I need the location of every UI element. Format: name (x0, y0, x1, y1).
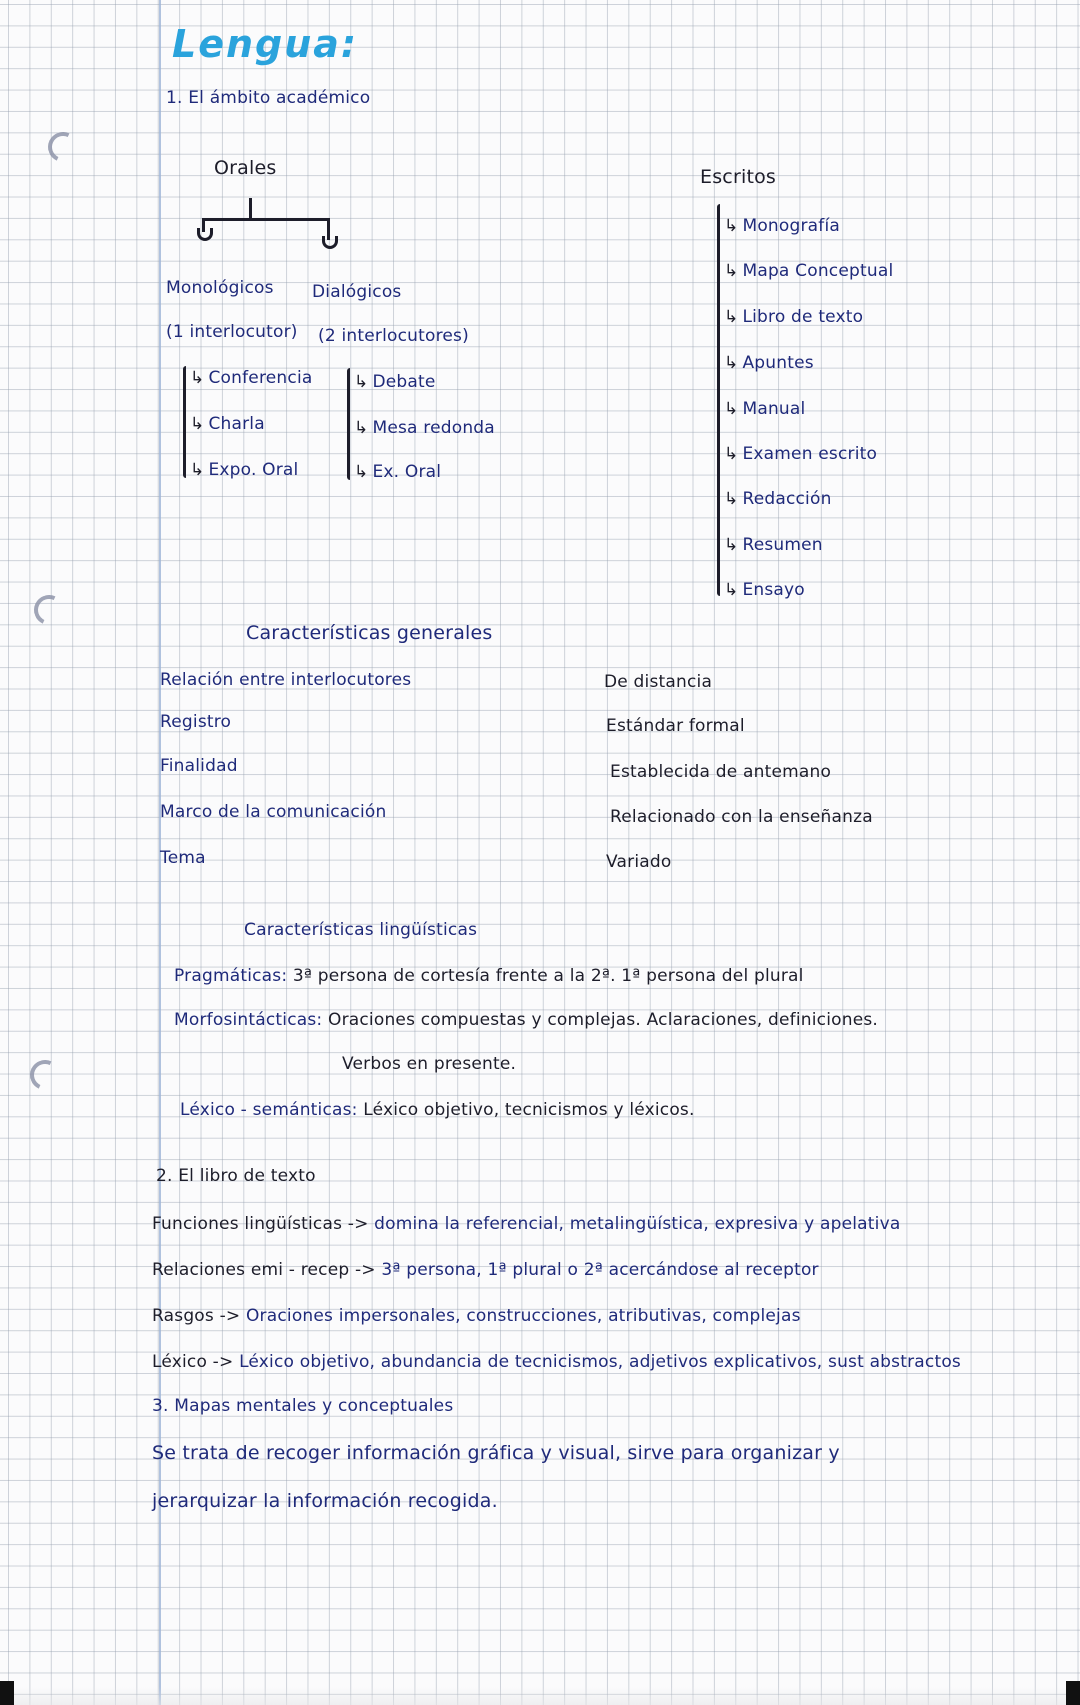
list-item: ↳ Resumen (724, 535, 823, 555)
page-title: Lengua: (172, 22, 359, 66)
arrow-right-icon: ↳ (354, 372, 369, 392)
characteristic-label: Marco de la comunicación (160, 802, 387, 822)
characteristic-value: De distancia (604, 672, 713, 692)
brace (717, 204, 720, 596)
arrow-right-icon: ↳ (724, 489, 739, 509)
libro-row-text: Oraciones impersonales, construcciones, atributivas, complejas (245, 1306, 801, 1326)
characteristic-value: Establecida de antemano (610, 762, 832, 782)
characteristic-label: Tema (160, 848, 206, 868)
list-item: ↳ Redacción (724, 489, 832, 509)
list-item: ↳ Expo. Oral (190, 460, 299, 480)
brace (347, 368, 350, 480)
pragmaticas-text: 3ª persona de cortesía frente a la 2ª. 1ª persona del plural (292, 966, 804, 986)
list-item: ↳ Libro de texto (724, 307, 864, 327)
page-edge (0, 1687, 1080, 1705)
libro-row-label: Rasgos -> (152, 1306, 241, 1326)
orales-label: Orales (214, 157, 277, 179)
section-3-line-1: Se trata de recoger información gráfica y visual, sirve para organizar y (152, 1442, 840, 1464)
caracteristicas-linguisticas-heading: Características lingüísticas (244, 920, 478, 940)
morfosintacticas-text-continued: Verbos en presente. (342, 1054, 517, 1074)
monologicos-note: (1 interlocutor) (166, 322, 298, 342)
section-2-heading: 2. El libro de texto (156, 1166, 316, 1186)
list-item: ↳ Examen escrito (724, 444, 878, 464)
morfosintacticas-label: Morfosintácticas: (174, 1010, 323, 1030)
arrow-down-icon (322, 236, 338, 249)
libro-row (152, 1306, 801, 1326)
list-item: ↳ Debate (354, 372, 436, 392)
libro-row-label: Relaciones emi - recep -> (152, 1260, 376, 1280)
libro-row-text: 3ª persona, 1ª plural o 2ª acercándose al receptor (381, 1260, 819, 1280)
arrow-right-icon: ↳ (724, 261, 739, 281)
libro-row-text: Léxico objetivo, abundancia de tecnicismos, adjetivos explicativos, sust abstractos (239, 1352, 961, 1372)
libro-row (152, 1214, 900, 1234)
section-3-heading: 3. Mapas mentales y conceptuales (152, 1396, 454, 1416)
arrow-right-icon: ↳ (724, 353, 739, 373)
tree-connector (202, 218, 330, 221)
monologicos-label: Monológicos (166, 278, 274, 298)
libro-row-text: domina la referencial, metalingüística, expresiva y apelativa (374, 1214, 901, 1234)
list-item: ↳ Ensayo (724, 580, 805, 600)
section-3-line-2: jerarquizar la información recogida. (152, 1490, 498, 1512)
arrow-right-icon: ↳ (724, 216, 739, 236)
arrow-down-icon (197, 228, 213, 241)
list-item: ↳ Charla (190, 414, 265, 434)
characteristic-label: Registro (160, 712, 232, 732)
list-item: ↳ Conferencia (190, 368, 313, 388)
escritos-label: Escritos (700, 166, 777, 188)
section-1-heading: 1. El ámbito académico (166, 88, 371, 108)
libro-row-label: Léxico -> (152, 1352, 234, 1372)
arrow-right-icon: ↳ (190, 460, 205, 480)
caracteristicas-generales-heading: Características generales (246, 622, 493, 644)
list-item: ↳ Mesa redonda (354, 418, 495, 438)
tree-connector (249, 198, 252, 220)
arrow-right-icon: ↳ (354, 418, 369, 438)
arrow-right-icon: ↳ (724, 307, 739, 327)
libro-row (152, 1260, 819, 1280)
arrow-right-icon: ↳ (354, 462, 369, 482)
pragmaticas-row (174, 966, 804, 986)
dialogicos-note: (2 interlocutores) (318, 326, 469, 346)
libro-row (152, 1352, 961, 1372)
punch-hole-icon (26, 1056, 64, 1094)
brace (183, 366, 186, 478)
characteristic-value: Variado (606, 852, 672, 872)
list-item: ↳ Mapa Conceptual (724, 261, 894, 281)
characteristic-value: Estándar formal (606, 716, 745, 736)
arrow-right-icon: ↳ (724, 444, 739, 464)
punch-hole-icon (30, 591, 68, 629)
punch-hole-icon (44, 128, 82, 166)
arrow-right-icon: ↳ (724, 580, 739, 600)
morfosintacticas-text: Oraciones compuestas y complejas. Aclaraciones, definiciones. (327, 1010, 879, 1030)
list-item: ↳ Apuntes (724, 353, 814, 373)
characteristic-label: Relación entre interlocutores (160, 670, 412, 690)
arrow-right-icon: ↳ (190, 414, 205, 434)
list-item: ↳ Manual (724, 399, 806, 419)
morfosintacticas-row (174, 1010, 878, 1030)
libro-row-label: Funciones lingüísticas -> (152, 1214, 369, 1234)
lexico-semanticas-row (180, 1100, 695, 1120)
page-corner (0, 1681, 14, 1705)
arrow-right-icon: ↳ (724, 535, 739, 555)
arrow-right-icon: ↳ (190, 368, 205, 388)
arrow-right-icon: ↳ (724, 399, 739, 419)
characteristic-value: Relacionado con la enseñanza (610, 807, 873, 827)
list-item: ↳ Monografía (724, 216, 841, 236)
lexico-semanticas-text: Léxico objetivo, tecnicismos y léxicos. (363, 1100, 695, 1120)
list-item: ↳ Ex. Oral (354, 462, 442, 482)
characteristic-label: Finalidad (160, 756, 238, 776)
dialogicos-label: Dialógicos (312, 282, 402, 302)
page-corner (1066, 1681, 1080, 1705)
pragmaticas-label: Pragmáticas: (174, 966, 288, 986)
lexico-semanticas-label: Léxico - semánticas: (180, 1100, 358, 1120)
